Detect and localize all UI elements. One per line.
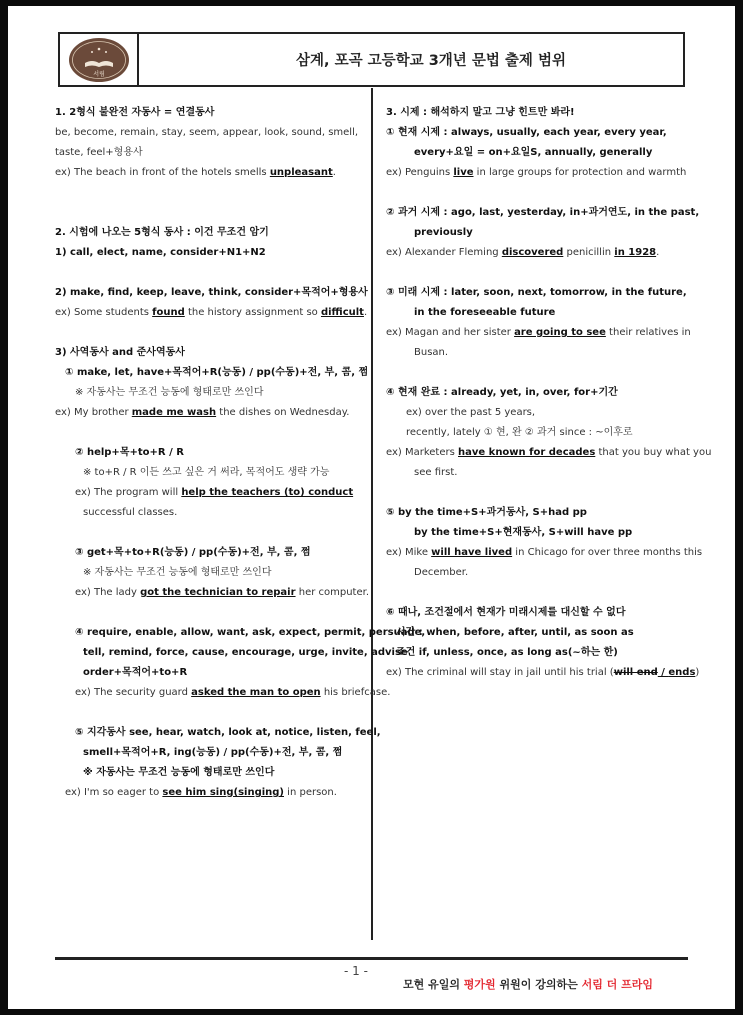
example-line: successful classes. [83, 507, 178, 518]
document-page [8, 6, 735, 1009]
text-line: order+목적어+to+R [83, 667, 188, 678]
example-line: ex) The program will help the teachers (to) conduct [75, 487, 354, 498]
page-number: - 1 - [344, 964, 368, 978]
note-line: ※ 자동사는 무조건 능동에 형태로만 쓰인다 [83, 567, 272, 578]
example-line: ex) Penguins live in large groups for protection and warmth [386, 167, 687, 178]
note-line: ※ to+R / R 이든 쓰고 싶은 거 써라, 목적어도 생략 가능 [83, 467, 330, 478]
text-line: be, become, remain, stay, seem, appear, look, sound, smell, [55, 127, 359, 138]
text-line: ③ 미래 시제 : later, soon, next, tomorrow, in the future, [386, 287, 687, 298]
text-line: smell+목적어+R, ing(능동) / pp(수동)+전, 부, 콤, 쩜 [83, 747, 343, 758]
text-line: 시간 : when, before, after, until, as soon as [396, 627, 634, 638]
example-line: ex) Alexander Fleming discovered penicillin in 1928. [386, 247, 660, 258]
header-box [58, 32, 685, 87]
text-line: ⑥ 때나, 조건절에서 현재가 미래시제를 대신할 수 없다 [386, 607, 626, 618]
text-line: every+요일 = on+요일S, annually, generally [414, 147, 653, 158]
left-column [55, 103, 426, 803]
example-line: ex) I'm so eager to see him sing(singing) in person. [65, 787, 337, 798]
example-line: ex) Marketers have known for decades that you buy what you [386, 447, 712, 458]
text-line: taste, feel+형용사 [55, 147, 143, 158]
text-line: ④ 현재 완료 : already, yet, in, over, for+기간 [386, 387, 618, 398]
note-line: ※ 자동사는 무조건 능동에 형태로만 쓰인다 [75, 387, 264, 398]
text-line: recently, lately ① 현, 완 ② 과거 since : ~이후로 [406, 427, 633, 438]
example-line: see first. [414, 467, 458, 478]
section-title: 1. 2형식 불완전 자동사 = 연결동사 [55, 107, 215, 118]
section-title: 3. 시제 : 해석하지 말고 그냥 힌트만 봐라! [386, 107, 575, 118]
text-line: ⑤ by the time+S+과거동사, S+had pp [386, 507, 587, 518]
section-title: 2. 시험에 나오는 5형식 동사 : 이건 무조건 암기 [55, 227, 269, 238]
page-title: 삼계, 포곡 고등학교 3개년 문법 출제 범위 [296, 53, 566, 69]
example-line: ex) My brother made me wash the dishes on Wednesday. [55, 407, 350, 418]
example-line: ex) Mike will have lived in Chicago for over three months this [386, 547, 703, 558]
text-line: 조건 if, unless, once, as long as(~하는 한) [396, 647, 618, 658]
text-line: tell, remind, force, cause, encourage, urge, invite, advise [83, 647, 408, 658]
text-line: ③ get+목+to+R(능동) / pp(수동)+전, 부, 콤, 쩜 [75, 547, 311, 558]
text-line: ② 과거 시제 : ago, last, yesterday, in+과거연도, in the past, [386, 207, 700, 218]
text-line: previously [414, 227, 473, 238]
example-line: ex) Magan and her sister are going to see their relatives in [386, 327, 691, 338]
example-line: ex) Some students found the history assignment so difficult. [55, 307, 368, 318]
example-line: Busan. [414, 347, 449, 358]
text-line: in the foreseeable future [414, 307, 556, 318]
text-line: ① 현재 시제 : always, usually, each year, every year, [386, 127, 667, 138]
example-line: ex) The security guard asked the man to open his briefcase. [75, 687, 391, 698]
note-line: ※ 자동사는 무조건 능동에 형태로만 쓰인다 [83, 767, 275, 778]
example-line: December. [414, 567, 469, 578]
text-line: ex) over the past 5 years, [406, 407, 536, 418]
example-line: ex) The beach in front of the hotels smells unpleasant. [55, 167, 336, 178]
text-line: 2) make, find, keep, leave, think, consider+목적어+형용사 [55, 287, 368, 298]
text-line: ⑤ 지각동사 see, hear, watch, look at, notice, listen, feel, [75, 727, 381, 738]
column-divider [371, 88, 373, 940]
text-line: ① make, let, have+목적어+R(능동) / pp(수동)+전, 부, 콤, 쩜 [65, 367, 369, 378]
example-line: ex) The criminal will stay in jail until his trial (will end / ends) [386, 667, 700, 678]
text-line: ② help+목+to+R / R [75, 447, 184, 458]
section-title: 3) 사역동사 and 준사역동사 [55, 347, 185, 358]
text-line: by the time+S+현재동사, S+will have pp [414, 527, 633, 538]
footer-tagline: 모현 유일의 평가원 위원이 강의하는 서림 더 프라임 [403, 978, 653, 991]
footer-rule [55, 957, 688, 960]
logo-cell [60, 34, 139, 85]
logo-text: 서림 [92, 70, 105, 78]
text-line: ④ require, enable, allow, want, ask, expect, permit, persuade, [75, 627, 426, 638]
brand-logo [68, 37, 130, 83]
text-line: 1) call, elect, name, consider+N1+N2 [55, 247, 266, 258]
example-line: ex) The lady got the technician to repair her computer. [75, 587, 369, 598]
right-column [386, 103, 712, 683]
